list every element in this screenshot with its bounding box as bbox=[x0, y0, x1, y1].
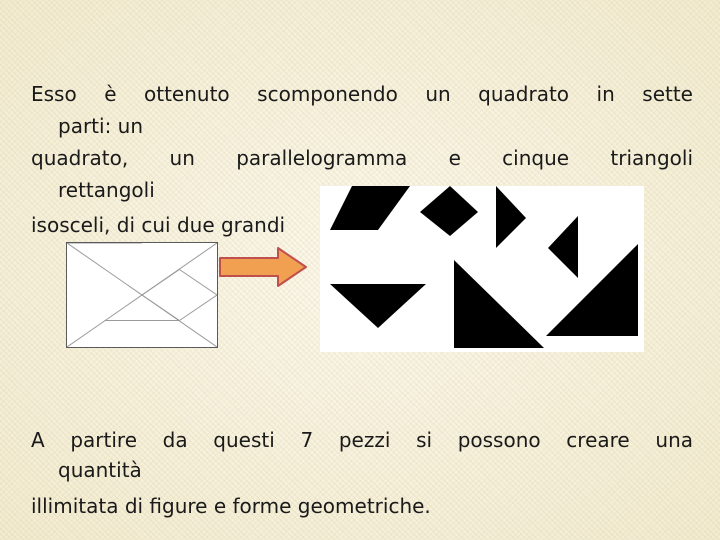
large-triangle-left bbox=[454, 260, 544, 348]
small-triangle-right bbox=[496, 186, 526, 248]
small-triangle-left bbox=[548, 216, 578, 278]
tangram-square-figure bbox=[66, 242, 218, 348]
paragraph-1-line-1: Esso è ottenuto scomponendo un quadrato in sette bbox=[31, 82, 693, 106]
paragraph-1-line-2: parti: un bbox=[58, 114, 144, 138]
paragraph-2-line-3: illimitata di figure e forme geometriche. bbox=[31, 494, 431, 518]
arrow-right-icon bbox=[218, 246, 310, 288]
square-piece bbox=[420, 186, 478, 236]
paragraph-2-line-2: quantità bbox=[58, 458, 142, 482]
parallelogram-piece bbox=[330, 186, 410, 230]
paragraph-2-line-1: A partire da questi 7 pezzi si possono creare una bbox=[31, 428, 693, 452]
paragraph-1-line-4: rettangoli bbox=[58, 178, 155, 202]
paragraph-1-line-5: isosceli, di cui due grandi bbox=[31, 213, 286, 237]
paragraph-1-line-3: quadrato, un parallelogramma e cinque triangoli bbox=[31, 146, 693, 170]
tangram-lines bbox=[67, 243, 217, 347]
medium-triangle-down bbox=[330, 284, 426, 328]
tangram-pieces-panel bbox=[320, 186, 644, 352]
